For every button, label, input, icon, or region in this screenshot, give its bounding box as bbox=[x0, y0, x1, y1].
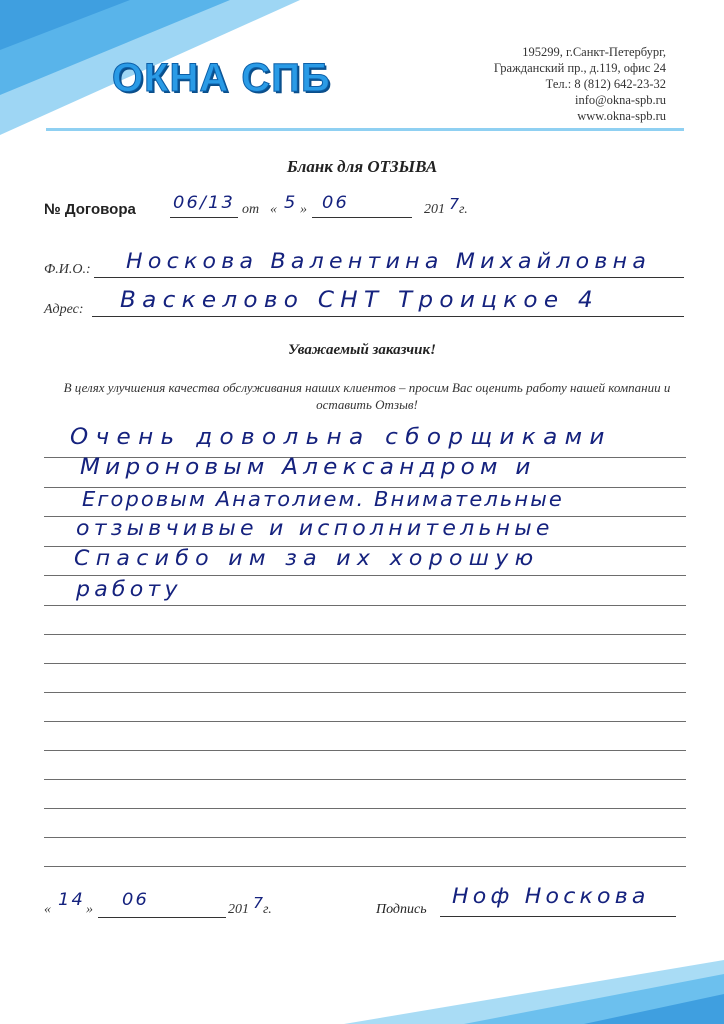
contract-month-line bbox=[312, 217, 412, 218]
footer-day-close: » bbox=[86, 902, 93, 917]
signature-label: Подпись bbox=[376, 902, 427, 917]
footer-year-prefix: 201 bbox=[228, 902, 249, 917]
name-value[interactable]: Носкова Валентина Михайловна bbox=[126, 249, 652, 273]
review-rule bbox=[44, 750, 686, 751]
contract-year-prefix: 201 bbox=[424, 202, 445, 217]
contract-year-suffix[interactable]: 7 bbox=[449, 195, 462, 213]
review-rule bbox=[44, 575, 686, 576]
review-rule bbox=[44, 692, 686, 693]
review-rule bbox=[44, 866, 686, 867]
review-rule bbox=[44, 605, 686, 606]
address-line-2: Гражданский пр., д.119, офис 24 bbox=[493, 61, 666, 75]
company-logo: ОКНА СПБ bbox=[112, 56, 331, 100]
contract-number-line bbox=[170, 217, 238, 218]
signature-line bbox=[440, 916, 676, 917]
address-line-1: 195299, г.Санкт-Петербург, bbox=[522, 45, 666, 59]
contract-day-value[interactable]: 5 bbox=[284, 193, 298, 213]
day-open-quote: « bbox=[270, 202, 277, 217]
footer-year-unit: г. bbox=[263, 902, 272, 917]
footer-day-open: « bbox=[44, 902, 51, 917]
footer-month-line bbox=[98, 917, 226, 918]
review-line-3[interactable]: Егоровым Анатолием. Внимательные bbox=[82, 487, 564, 511]
name-line bbox=[94, 277, 684, 278]
review-rule bbox=[44, 808, 686, 809]
website-link[interactable]: www.okna-spb.ru bbox=[577, 109, 666, 123]
review-rule bbox=[44, 837, 686, 838]
email-link[interactable]: info@okna-spb.ru bbox=[574, 93, 666, 107]
contact-info bbox=[494, 44, 666, 124]
from-label: от bbox=[242, 202, 260, 217]
review-rule bbox=[44, 634, 686, 635]
form-title: Бланк для ОТЗЫВА bbox=[286, 157, 438, 176]
footer-year-suffix[interactable]: 7 bbox=[253, 894, 266, 912]
contract-month-value[interactable]: 06 bbox=[322, 193, 349, 213]
phone-number: Тел.: 8 (812) 642-23-32 bbox=[545, 77, 666, 91]
review-rule bbox=[44, 721, 686, 722]
review-rule bbox=[44, 663, 686, 664]
review-line-4[interactable]: отзывчивые и исполнительные bbox=[76, 516, 554, 540]
address-line bbox=[92, 316, 684, 317]
review-line-1[interactable]: Очень довольна сборщиками bbox=[70, 425, 612, 450]
bottom-right-decoration bbox=[344, 960, 724, 1024]
review-line-6[interactable]: работу bbox=[76, 577, 182, 601]
address-label: Адрес: bbox=[44, 302, 84, 317]
intro-text: В целях улучшения качества обслуживания наших клиентов – просим Вас оценить работу нашей компании и оставить Отзыв! bbox=[63, 380, 671, 412]
review-line-2[interactable]: Мироновым Александром и bbox=[80, 455, 536, 480]
day-close-quote: » bbox=[300, 202, 307, 217]
contract-year-unit: г. bbox=[459, 202, 468, 217]
contract-label: № Договора bbox=[44, 201, 136, 218]
review-line-5[interactable]: Спасибо им за их хорошую bbox=[74, 546, 540, 570]
contract-number-value[interactable]: 06/13 bbox=[173, 193, 235, 213]
name-label: Ф.И.О.: bbox=[44, 262, 91, 277]
address-value[interactable]: Васкелово СНТ Троицкое 4 bbox=[120, 288, 599, 313]
greeting: Уважаемый заказчик! bbox=[288, 342, 436, 358]
header-divider bbox=[46, 128, 684, 131]
review-rule bbox=[44, 779, 686, 780]
signature-value[interactable]: Ноф Носкова bbox=[452, 884, 650, 908]
footer-day-value[interactable]: 14 bbox=[58, 890, 85, 910]
footer-month-value[interactable]: 06 bbox=[122, 890, 149, 910]
